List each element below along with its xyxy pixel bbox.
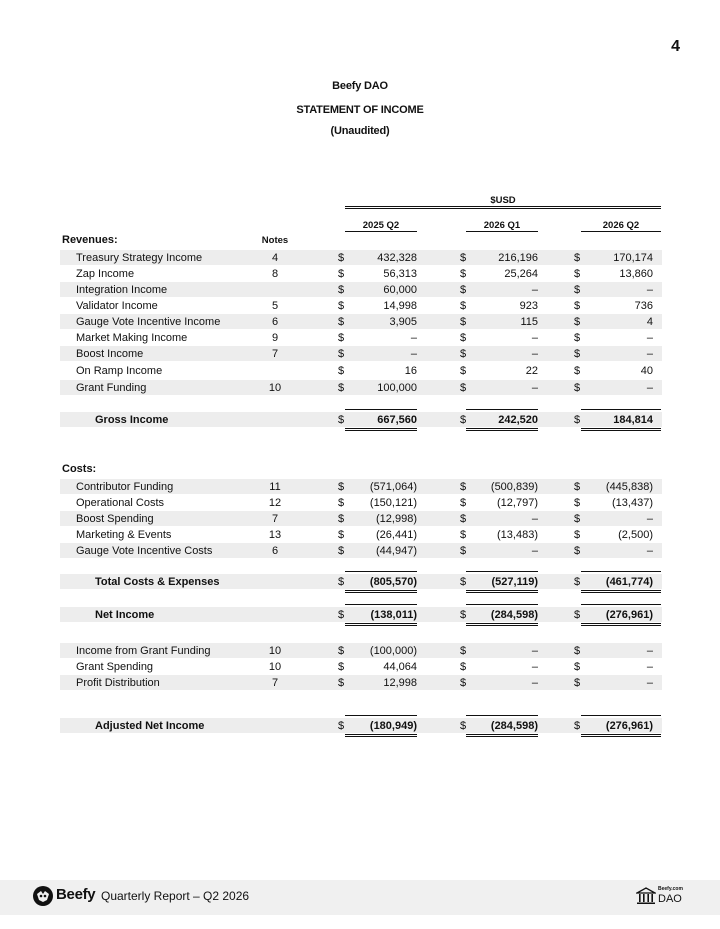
- adjustment-row: [0, 643, 720, 659]
- currency-symbol: $: [574, 677, 581, 689]
- row-label: Operational Costs: [76, 497, 165, 509]
- currency-symbol: $: [574, 720, 581, 732]
- total-rule-below: [581, 590, 661, 593]
- adjustment-row: [0, 675, 720, 691]
- revenue-row: [0, 250, 720, 266]
- row-value-2: –: [531, 545, 538, 557]
- statement-title: STATEMENT OF INCOME: [296, 104, 424, 116]
- row-value-1: (805,570): [369, 576, 417, 588]
- currency-symbol: $: [338, 513, 345, 525]
- currency-symbol: $: [338, 497, 345, 509]
- currency-symbol: $: [574, 545, 581, 557]
- org-name: Beefy DAO: [332, 80, 388, 92]
- row-value-3: 170,174: [613, 252, 653, 264]
- row-value-1: 12,998: [383, 677, 417, 689]
- currency-symbol: $: [460, 497, 467, 509]
- row-value-3: 4: [646, 316, 653, 328]
- row-label: Integration Income: [76, 284, 168, 296]
- row-value-2: (12,797): [497, 497, 538, 509]
- currency-symbol: $: [338, 645, 345, 657]
- currency-symbol: $: [574, 497, 581, 509]
- currency-symbol: $: [574, 382, 581, 394]
- total-rule-below: [581, 623, 661, 626]
- row-value-3: –: [646, 545, 653, 557]
- row-note: 10: [268, 645, 282, 657]
- total-rule-below: [345, 590, 417, 593]
- row-value-3: –: [646, 513, 653, 525]
- currency-symbol: $: [338, 300, 345, 312]
- adjusted-net-income-row: [0, 718, 720, 734]
- row-value-3: –: [646, 661, 653, 673]
- period-rule-2: [466, 231, 538, 232]
- total-rule-below: [466, 590, 538, 593]
- revenue-row: [0, 380, 720, 396]
- currency-symbol: $: [338, 284, 345, 296]
- row-value-3: –: [646, 645, 653, 657]
- row-value-3: (2,500): [618, 529, 653, 541]
- row-value-1: (138,011): [370, 609, 417, 621]
- row-value-2: –: [531, 661, 538, 673]
- currency-symbol: $: [338, 720, 345, 732]
- row-value-3: (461,774): [605, 576, 653, 588]
- cost-row: [0, 479, 720, 495]
- row-value-2: –: [531, 513, 538, 525]
- currency-symbol: $: [460, 545, 467, 557]
- adjustment-row: [0, 659, 720, 675]
- cost-row: [0, 511, 720, 527]
- total-rule-above: [466, 409, 538, 410]
- row-value-2: 923: [519, 300, 538, 312]
- period-header-1: 2025 Q2: [362, 220, 400, 231]
- row-label: Validator Income: [76, 300, 158, 312]
- currency-symbol: $: [574, 481, 581, 493]
- total-rule-below: [345, 428, 417, 431]
- currency-symbol: $: [574, 661, 581, 673]
- row-note: 10: [268, 382, 282, 394]
- row-label: Total Costs & Expenses: [95, 576, 220, 588]
- row-value-2: (500,839): [490, 481, 538, 493]
- currency-symbol: $: [460, 382, 467, 394]
- currency-symbol: $: [460, 284, 467, 296]
- revenue-row: [0, 298, 720, 314]
- row-label: Income from Grant Funding: [76, 645, 211, 657]
- row-value-1: (100,000): [369, 645, 417, 657]
- row-label: Profit Distribution: [76, 677, 160, 689]
- revenue-row: [0, 363, 720, 379]
- row-value-3: –: [646, 677, 653, 689]
- row-value-2: (527,119): [491, 576, 538, 588]
- row-value-3: 40: [640, 365, 653, 377]
- total-rule-below: [466, 428, 538, 431]
- row-value-2: 216,196: [498, 252, 538, 264]
- row-value-1: (150,121): [369, 497, 417, 509]
- net-income-row: [0, 607, 720, 623]
- currency-symbol: $: [460, 268, 467, 280]
- row-note: 6: [271, 316, 279, 328]
- row-label: On Ramp Income: [76, 365, 163, 377]
- row-value-1: 16: [404, 365, 417, 377]
- revenues-heading: Revenues:: [62, 234, 118, 246]
- currency-symbol: $: [460, 609, 467, 621]
- row-label: Contributor Funding: [76, 481, 174, 493]
- currency-header: $USD: [490, 195, 516, 206]
- row-label: Zap Income: [76, 268, 135, 280]
- row-note: 7: [271, 677, 279, 689]
- row-label: Treasury Strategy Income: [76, 252, 203, 264]
- currency-symbol: $: [460, 677, 467, 689]
- dao-label: DAO: [658, 893, 682, 905]
- row-label: Marketing & Events: [76, 529, 172, 541]
- row-value-1: (26,441): [376, 529, 417, 541]
- period-header-3: 2026 Q2: [602, 220, 640, 231]
- total-rule-below: [466, 734, 538, 737]
- currency-symbol: $: [460, 348, 467, 360]
- currency-symbol: $: [574, 284, 581, 296]
- total-rule-below: [466, 623, 538, 626]
- statement-subtitle: (Unaudited): [330, 125, 390, 137]
- total-rule-above: [345, 604, 417, 605]
- beefy-logo-icon: [32, 885, 54, 907]
- row-value-2: –: [531, 332, 538, 344]
- currency-symbol: $: [460, 481, 467, 493]
- row-value-1: 667,560: [377, 414, 417, 426]
- currency-symbol: $: [460, 252, 467, 264]
- row-value-1: 3,905: [389, 316, 417, 328]
- currency-symbol: $: [460, 316, 467, 328]
- total-rule-above: [581, 604, 661, 605]
- total-rule-above: [345, 409, 417, 410]
- row-label: Net Income: [95, 609, 155, 621]
- currency-symbol: $: [338, 348, 345, 360]
- currency-symbol: $: [460, 513, 467, 525]
- currency-symbol: $: [574, 645, 581, 657]
- footer-report-title: Quarterly Report – Q2 2026: [101, 889, 250, 903]
- currency-symbol: $: [574, 529, 581, 541]
- revenue-row: [0, 314, 720, 330]
- row-label: Gauge Vote Incentive Income: [76, 316, 221, 328]
- currency-symbol: $: [338, 382, 345, 394]
- row-note: 4: [271, 252, 279, 264]
- cost-row: [0, 543, 720, 559]
- total-rule-below: [345, 623, 417, 626]
- total-rule-above: [466, 715, 538, 716]
- currency-symbol: $: [574, 316, 581, 328]
- row-value-3: –: [646, 332, 653, 344]
- row-value-1: (571,064): [369, 481, 417, 493]
- row-note: 5: [271, 300, 279, 312]
- row-value-1: 44,064: [383, 661, 417, 673]
- footer-brand: Beefy: [56, 886, 96, 903]
- row-note: 11: [269, 481, 281, 493]
- row-value-3: 184,814: [613, 414, 653, 426]
- total-rule-below: [345, 734, 417, 737]
- currency-symbol: $: [338, 316, 345, 328]
- currency-symbol: $: [338, 576, 345, 588]
- row-value-1: 432,328: [377, 252, 417, 264]
- total-rule-above: [581, 715, 661, 716]
- row-value-1: –: [410, 332, 417, 344]
- row-label: Grant Spending: [76, 661, 154, 673]
- currency-symbol: $: [574, 252, 581, 264]
- currency-symbol: $: [460, 414, 467, 426]
- currency-symbol: $: [574, 513, 581, 525]
- currency-symbol: $: [338, 661, 345, 673]
- row-note: 9: [271, 332, 279, 344]
- currency-symbol: $: [574, 414, 581, 426]
- page-number: 4: [671, 38, 680, 55]
- row-value-1: –: [410, 348, 417, 360]
- currency-symbol: $: [460, 529, 467, 541]
- total-rule-above: [345, 571, 417, 572]
- row-value-3: 13,860: [619, 268, 653, 280]
- revenue-row: [0, 330, 720, 346]
- row-note: 8: [271, 268, 279, 280]
- row-value-3: –: [646, 348, 653, 360]
- row-value-1: (12,998): [376, 513, 417, 525]
- revenue-row: [0, 346, 720, 362]
- notes-header: Notes: [261, 235, 289, 246]
- row-value-3: (13,437): [612, 497, 653, 509]
- row-note: 10: [268, 661, 282, 673]
- row-note: 13: [268, 529, 282, 541]
- revenue-row: [0, 282, 720, 298]
- row-label: Adjusted Net Income: [95, 720, 205, 732]
- currency-symbol: $: [338, 252, 345, 264]
- currency-symbol: $: [338, 268, 345, 280]
- row-value-2: –: [531, 348, 538, 360]
- row-value-2: 22: [525, 365, 538, 377]
- total-costs-row: [0, 574, 720, 590]
- row-value-2: (13,483): [497, 529, 538, 541]
- row-note: 12: [268, 497, 282, 509]
- period-rule-3: [581, 231, 661, 232]
- row-value-2: 242,520: [498, 414, 538, 426]
- row-value-2: –: [531, 645, 538, 657]
- row-label: Boost Spending: [76, 513, 154, 525]
- total-rule-above: [466, 604, 538, 605]
- row-label: Gross Income: [95, 414, 169, 426]
- row-label: Market Making Income: [76, 332, 188, 344]
- currency-symbol: $: [460, 645, 467, 657]
- total-rule-above: [466, 571, 538, 572]
- currency-symbol: $: [574, 348, 581, 360]
- revenue-row: [0, 266, 720, 282]
- currency-symbol: $: [574, 332, 581, 344]
- total-rule-above: [345, 715, 417, 716]
- gross-income-row: [0, 412, 720, 428]
- period-rule-1: [345, 231, 417, 232]
- currency-rule: [345, 206, 661, 209]
- row-value-2: (284,598): [490, 609, 538, 621]
- row-value-3: 736: [634, 300, 653, 312]
- total-rule-below: [581, 734, 661, 737]
- currency-symbol: $: [460, 661, 467, 673]
- row-value-3: –: [646, 382, 653, 394]
- currency-symbol: $: [338, 677, 345, 689]
- total-rule-above: [581, 409, 661, 410]
- row-value-1: 14,998: [383, 300, 417, 312]
- row-value-1: 56,313: [383, 268, 417, 280]
- cost-row: [0, 495, 720, 511]
- total-rule-below: [581, 428, 661, 431]
- row-label: Grant Funding: [76, 382, 147, 394]
- row-value-1: 100,000: [377, 382, 417, 394]
- currency-symbol: $: [338, 545, 345, 557]
- currency-symbol: $: [574, 300, 581, 312]
- row-value-1: (180,949): [369, 720, 417, 732]
- dao-small-label: Beefy.com: [658, 886, 683, 892]
- currency-symbol: $: [338, 365, 345, 377]
- currency-symbol: $: [338, 529, 345, 541]
- total-rule-above: [581, 571, 661, 572]
- row-note: 6: [271, 545, 279, 557]
- row-value-3: (445,838): [605, 481, 653, 493]
- currency-symbol: $: [574, 365, 581, 377]
- row-label: Gauge Vote Incentive Costs: [76, 545, 213, 557]
- currency-symbol: $: [338, 609, 345, 621]
- currency-symbol: $: [460, 332, 467, 344]
- currency-symbol: $: [574, 576, 581, 588]
- row-value-2: –: [531, 284, 538, 296]
- dao-building-icon: [636, 887, 656, 905]
- row-value-2: (284,598): [490, 720, 538, 732]
- currency-symbol: $: [338, 414, 345, 426]
- row-label: Boost Income: [76, 348, 144, 360]
- row-value-2: 25,264: [504, 268, 538, 280]
- row-value-3: (276,961): [605, 720, 653, 732]
- row-value-2: –: [531, 382, 538, 394]
- currency-symbol: $: [338, 332, 345, 344]
- row-note: 7: [271, 513, 279, 525]
- period-header-2: 2026 Q1: [483, 220, 521, 231]
- row-value-1: 60,000: [383, 284, 417, 296]
- row-value-3: (276,961): [605, 609, 653, 621]
- row-value-2: –: [531, 677, 538, 689]
- currency-symbol: $: [338, 481, 345, 493]
- currency-symbol: $: [460, 365, 467, 377]
- row-value-1: (44,947): [376, 545, 417, 557]
- currency-symbol: $: [460, 300, 467, 312]
- currency-symbol: $: [574, 268, 581, 280]
- currency-symbol: $: [574, 609, 581, 621]
- cost-row: [0, 527, 720, 543]
- costs-heading: Costs:: [62, 463, 97, 475]
- row-note: 7: [271, 348, 279, 360]
- row-value-3: –: [646, 284, 653, 296]
- row-value-2: 115: [520, 316, 538, 328]
- currency-symbol: $: [460, 720, 467, 732]
- currency-symbol: $: [460, 576, 467, 588]
